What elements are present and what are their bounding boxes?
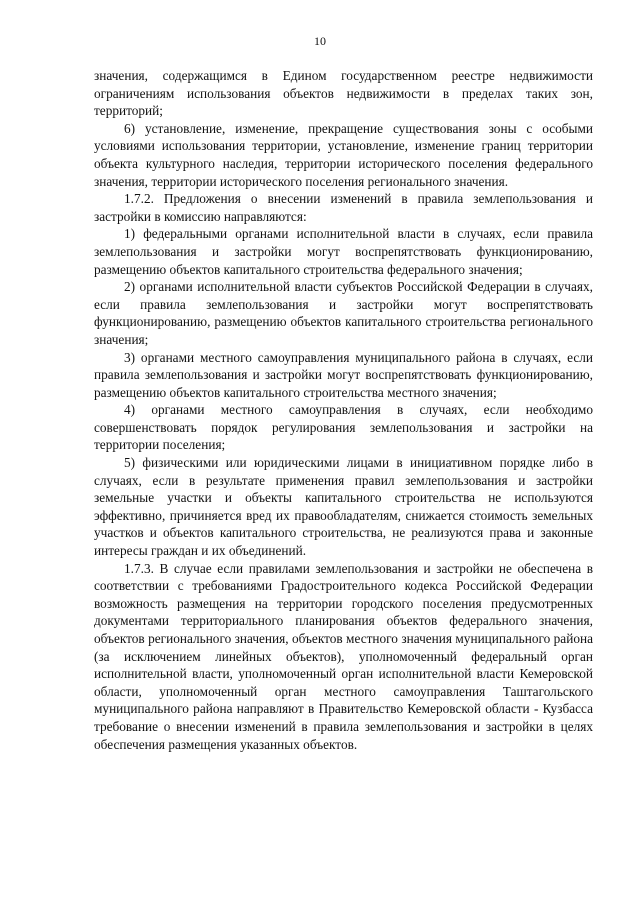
page-number: 10 <box>314 34 326 48</box>
paragraph-item-4: 4) органами местного самоуправления в случаях, если необходимо совершенствовать порядок регулирования землепользования и застройки на территории поселения; <box>94 402 593 453</box>
paragraph-1-7-2: 1.7.2. Предложения о внесении изменений в правила землепользования и застройки в комиссию направляются: <box>94 191 593 224</box>
document-body <box>94 67 593 753</box>
paragraph-item-2: 2) органами исполнительной власти субъектов Российской Федерации в случаях, если правила землепользования и застройки могут воспрепятствовать функционированию, размещению объектов капитального строительства регионального значения; <box>94 279 593 347</box>
paragraph-item-6: 6) установление, изменение, прекращение существования зоны с особыми условиями использования территории, установление, изменение границ территории объекта культурного наследия, территории исторического поселения федерального значения, территории исторического поселения регионального значения. <box>94 120 593 189</box>
paragraph-continuation: значения, содержащимся в Едином государственном реестре недвижимости ограничениям использования объектов недвижимости в пределах таких зон, территорий; <box>94 68 593 119</box>
paragraph-1-7-3: 1.7.3. В случае если правилами землепользования и застройки не обеспечена в соответствии с требованиями Градостроительного кодекса Российской Федерации возможность размещения на территории городского поселения предусмотренных документами территориального планирования объектов федерального значения, объектов регионального значения, объектов местного значения муниципального района (за исключением линейных объектов), уполномоченный федеральный орган исполнительной власти, уполномоченный орган исполнительной власти Кемеровской области, уполномоченный орган местного самоуправления Таштагольского муниципального района направляют в Правительство Кемеровской области - Кузбасса требование о внесении изменений в правила землепользования и застройки в целях обеспечения размещения указанных объектов. <box>94 560 593 752</box>
paragraph-item-1: 1) федеральными органами исполнительной власти в случаях, если правила землепользования и застройки могут воспрепятствовать функционированию, размещению объектов капитального строительства федерального значения; <box>94 226 593 277</box>
paragraph-item-3: 3) органами местного самоуправления муниципального района в случаях, если правила землепользования и застройки могут воспрепятствовать функционированию, размещению объектов капитального строительства местного значения; <box>94 349 593 400</box>
paragraph-item-5: 5) физическими или юридическими лицами в инициативном порядке либо в случаях, если в результате применения правил землепользования и застройки земельные участки и объекты капитального строительства не используются эффективно, причиняется вред их правообладателям, снижается стоимость земельных участков и объектов капитального строительства, не реализуются права и законные интересы граждан и их объединений. <box>94 455 593 559</box>
